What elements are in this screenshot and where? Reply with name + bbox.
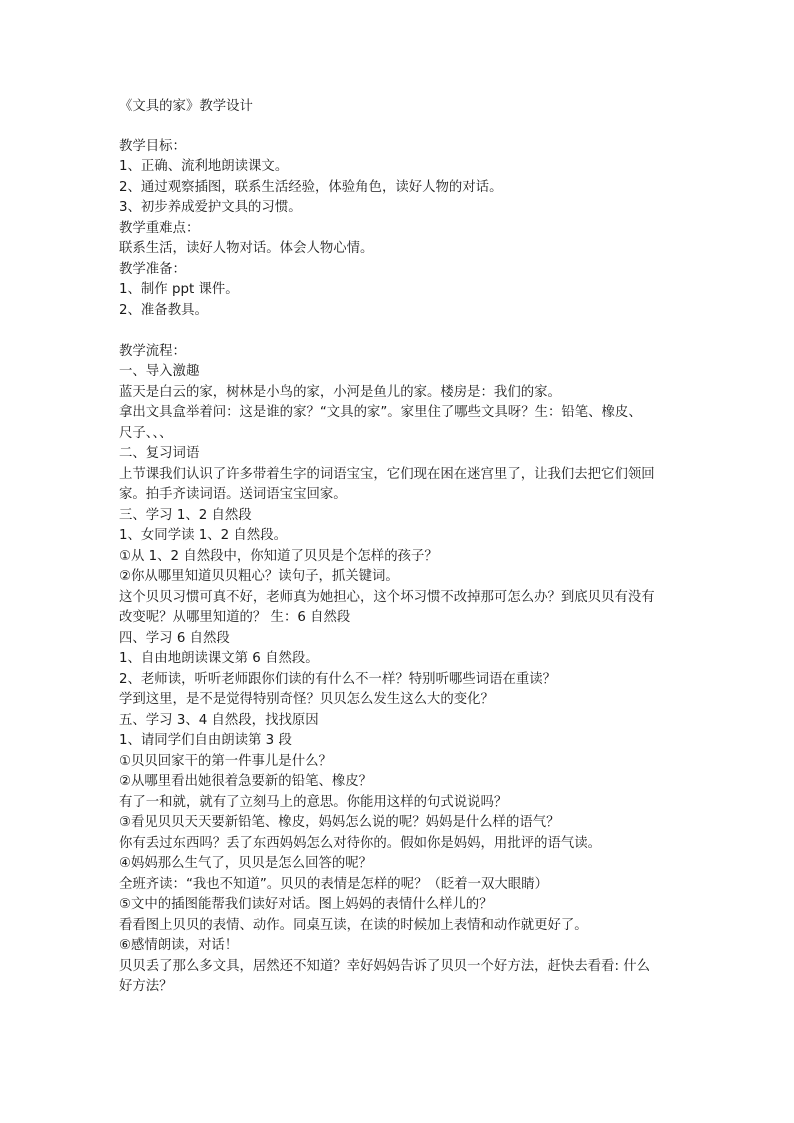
text-line: 2、通过观察插图，联系生活经验，体验角色，读好人物的对话。 <box>119 179 503 195</box>
text-line: 好方法？ <box>119 979 173 994</box>
text-line: 教学准备： <box>119 261 186 277</box>
text-line: 3、初步养成爱护文具的习惯。 <box>119 200 302 215</box>
text-line: 这个贝贝习惯可真不好，老师真为她担心，这个坏习惯不改掉那可怎么办？到底贝贝有没有 <box>119 589 655 605</box>
text-line: 拿出文具盒举着问：这是谁的家？“文具的家”。家里住了哪些文具呀？生：铅笔、橡皮、 <box>119 405 642 420</box>
text-line: 学到这里，是不是觉得特别奇怪？贝贝怎么发生这么大的变化？ <box>119 692 494 707</box>
text-line: 教学目标： <box>119 138 186 154</box>
text-line: ③看见贝贝天天要新铅笔、橡皮，妈妈怎么说的呢？妈妈是什么样的语气？ <box>119 815 560 830</box>
text-line: ①贝贝回家干的第一件事儿是什么？ <box>119 753 332 769</box>
text-line: 全班齐读：“我也不知道”。贝贝的表情是怎样的呢？（眨着一双大眼睛） <box>119 876 548 892</box>
text-line: 看看图上贝贝的表情、动作。同桌互读，在读的时候加上表情和动作就更好了。 <box>119 917 588 933</box>
text-line: 二、复习词语 <box>119 446 200 461</box>
text-line: 家。拍手齐读词语。送词语宝宝回家。 <box>119 487 347 502</box>
text-line: 教学流程： <box>119 343 186 359</box>
text-line: 联系生活，读好人物对话。体会人物心情。 <box>119 241 374 256</box>
text-line: ⑤文中的插图能帮我们读好对话。图上妈妈的表情什么样儿的？ <box>119 897 493 912</box>
text-line: 改变呢？从哪里知道的？ 生：6 自然段 <box>119 610 351 625</box>
text-line: 蓝天是白云的家，树林是小鸟的家，小河是鱼儿的家。楼房是：我们的家。 <box>119 384 561 400</box>
text-line: 1、自由地朗读课文第 6 自然段。 <box>119 651 319 666</box>
text-line: 四、学习 6 自然段 <box>119 630 230 646</box>
text-line: 1、请同学们自由朗读第 3 段 <box>119 733 292 748</box>
text-line: 上节课我们认识了许多带着生字的词语宝宝，它们现在困在迷宫里了，让我们去把它们领回 <box>119 466 655 482</box>
text-line: 教学重难点： <box>119 220 200 236</box>
text-line: 2、准备教具。 <box>119 302 208 318</box>
text-line: 有了一和就，就有了立刻马上的意思。你能用这样的句式说说吗？ <box>119 794 508 810</box>
text-line: 一、导入激趣 <box>119 364 200 379</box>
text-line: 你有丢过东西吗？丢了东西妈妈怎么对待你的。假如你是妈妈，用批评的语气读。 <box>119 835 602 851</box>
text-line: 1、制作 ppt 课件。 <box>119 282 239 297</box>
text-line: 1、女同学读 1、2 自然段。 <box>119 528 287 543</box>
text-line: 五、学习 3、4 自然段，找找原因 <box>119 712 319 728</box>
blank-line <box>119 321 679 342</box>
text-line: ②你从哪里知道贝贝粗心？读句子，抓关键词。 <box>119 569 399 584</box>
section-objectives <box>119 137 679 322</box>
text-line: ④妈妈那么生气了，贝贝是怎么回答的呢？ <box>119 856 373 871</box>
text-line: ⑥感情朗读，对话！ <box>119 938 239 953</box>
section-procedure <box>119 342 679 998</box>
text-line: ②从哪里看出她很着急要新的铅笔、橡皮？ <box>119 774 373 789</box>
text-line: 2、老师读，听听老师跟你们读的有什么不一样？特别听哪些词语在重读？ <box>119 671 557 687</box>
document-title: 《文具的家》教学设计 <box>119 99 253 114</box>
text-line: 1、正确、流利地朗读课文。 <box>119 159 289 174</box>
document-body <box>119 97 679 998</box>
text-line: 贝贝丢了那么多文具，居然还不知道？幸好妈妈告诉了贝贝一个好方法，赶快去看看: 什么 <box>119 958 650 974</box>
text-line: 尺子、、、 <box>119 425 173 441</box>
text-line: ①从 1、2 自然段中，你知道了贝贝是个怎样的孩子？ <box>119 548 438 564</box>
text-line: 三、学习 1、2 自然段 <box>119 507 252 523</box>
